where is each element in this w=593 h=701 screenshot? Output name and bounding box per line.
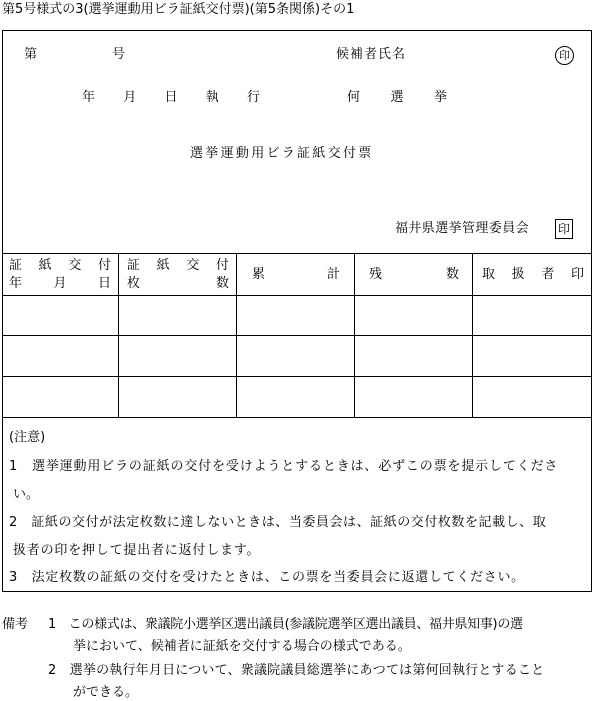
header-char: 紙	[156, 258, 170, 273]
header-char: 残	[369, 267, 383, 282]
header-char: 日	[97, 276, 111, 291]
election-char: 何	[347, 90, 361, 105]
candidate-seal-mark: 印	[555, 46, 574, 65]
header-char: 年	[9, 276, 23, 291]
form-number-title: 第5号様式の3(選挙運動用ビラ証紙交付票)(第5条関係)その1	[2, 2, 355, 17]
header-issue-date-line1	[9, 259, 111, 272]
header-char: 付	[97, 258, 111, 273]
candidate-name-label: 候補者氏名	[336, 47, 407, 62]
header-char: 月	[53, 276, 67, 291]
table-column-divider	[472, 253, 473, 417]
election-char: 選	[390, 90, 404, 105]
note-line: 1 選挙運動用ビラの証紙の交付を受けようとするときは、必ずこの票を提示してくださ	[9, 459, 559, 474]
date-char: 日	[164, 90, 178, 105]
header-cumulative	[252, 268, 340, 281]
header-char: 交	[68, 258, 82, 273]
note-line: い。	[13, 487, 40, 502]
number-suffix: 号	[112, 47, 126, 62]
header-char: 累	[252, 267, 266, 282]
date-char: 執	[205, 90, 219, 105]
election-name-line	[347, 91, 447, 104]
header-char: 扱	[511, 267, 525, 282]
header-char: 印	[570, 267, 584, 282]
certificate-form-frame	[2, 30, 592, 592]
header-issue-count-line2	[127, 277, 229, 290]
remark-line: 2 選挙の執行年月日について、衆議院議員総選挙にあつては第何回執行とすること	[48, 663, 545, 678]
header-char: 交	[186, 258, 200, 273]
table-column-divider	[354, 253, 355, 417]
date-char: 行	[246, 90, 260, 105]
remark-line: 1 この様式は、衆議院小選挙区選出議員(参議院選挙区選出議員、福井県知事)の選	[48, 617, 523, 632]
header-issue-count-line1	[127, 259, 229, 272]
date-char: 月	[123, 90, 137, 105]
remark-line: ができる。	[73, 685, 139, 700]
table-bottom-border	[2, 417, 592, 418]
table-column-divider	[118, 253, 119, 417]
table-header-border	[2, 295, 592, 296]
header-char: 計	[326, 267, 340, 282]
date-char: 年	[82, 90, 96, 105]
header-char: 取	[482, 267, 496, 282]
election-char: 挙	[433, 90, 447, 105]
header-remaining	[369, 268, 459, 281]
note-line: 3 法定枚数の証紙の交付を受けたときは、この票を当委員会に返還してください。	[9, 570, 525, 585]
header-issue-date-line2	[9, 277, 111, 290]
header-char: 数	[215, 276, 229, 291]
notes-heading: (注意)	[9, 430, 46, 445]
note-line: 扱者の印を押して提出者に返付します。	[13, 543, 261, 558]
election-date-line	[82, 91, 260, 104]
number-label: 第	[24, 47, 38, 62]
header-char: 証	[9, 258, 23, 273]
header-char: 数	[445, 267, 459, 282]
issuer-seal-mark: 印	[555, 219, 573, 239]
issuer-name: 福井県選挙管理委員会	[395, 221, 530, 236]
table-row-border	[2, 376, 592, 377]
document-title: 選挙運動用ビラ証紙交付票	[190, 146, 374, 161]
remark-line: 挙において、候補者に証紙を交付する場合の様式である。	[73, 639, 411, 654]
table-top-border	[2, 253, 592, 254]
remarks-label: 備考	[2, 617, 29, 632]
header-char: 枚	[127, 276, 141, 291]
table-column-divider	[236, 253, 237, 417]
note-line: 2 証紙の交付が法定枚数に達しないときは、当委員会は、証紙の交付枚数を記載し、取	[9, 515, 547, 530]
header-char: 付	[215, 258, 229, 273]
header-char: 者	[541, 267, 555, 282]
table-row-border	[2, 335, 592, 336]
header-char: 証	[127, 258, 141, 273]
header-char: 紙	[38, 258, 52, 273]
header-handler-seal	[482, 268, 584, 281]
